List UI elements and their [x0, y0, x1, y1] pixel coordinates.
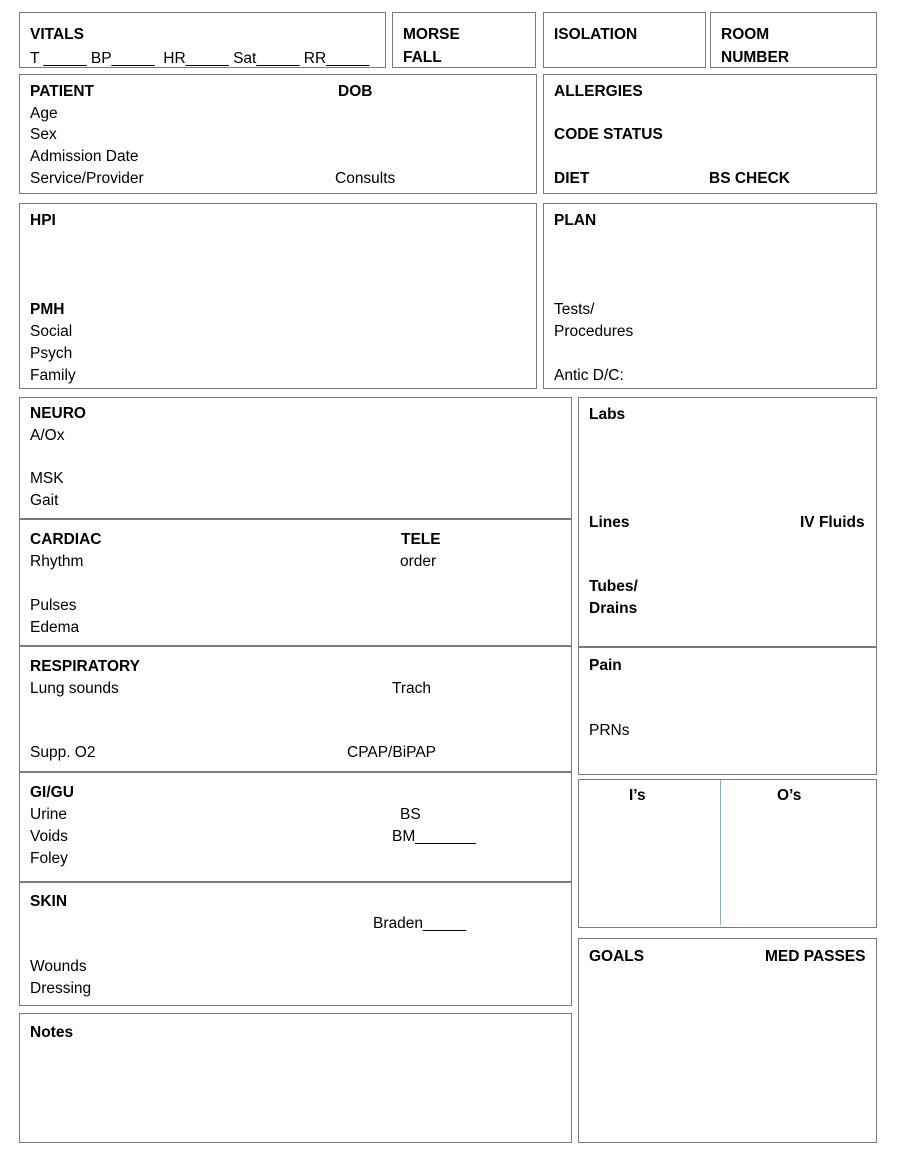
respiratory-trach-label: Trach — [392, 680, 432, 697]
bs-check-label: BS CHECK — [709, 170, 790, 187]
respiratory-cpap-bipap-label: CPAP/BiPAP — [347, 744, 437, 761]
skin-heading: SKIN — [30, 893, 68, 910]
morse-fall-line2: FALL — [403, 49, 442, 66]
code-status-label: CODE STATUS — [554, 126, 663, 143]
neuro-aox-label: A/Ox — [30, 427, 65, 444]
respiratory-supp-o2-label: Supp. O2 — [30, 744, 96, 761]
isolation-box[interactable] — [543, 12, 706, 68]
morse-fall-line1: MORSE — [403, 26, 460, 43]
hpi-heading: HPI — [30, 212, 56, 229]
diet-label: DIET — [554, 170, 590, 187]
neuro-box[interactable] — [19, 397, 572, 519]
isolation-heading: ISOLATION — [554, 26, 638, 43]
labs-lines-label: Lines — [589, 514, 630, 531]
cardiac-heading: CARDIAC — [30, 531, 102, 548]
vitals-heading: VITALS — [30, 26, 84, 43]
allergies-box[interactable] — [543, 74, 877, 194]
cardiac-pulses-label: Pulses — [30, 597, 77, 614]
pmh-family-label: Family — [30, 367, 76, 384]
cardiac-edema-label: Edema — [30, 619, 80, 636]
pmh-heading: PMH — [30, 301, 65, 318]
hpi-box[interactable] — [19, 203, 537, 389]
morse-fall-box[interactable] — [392, 12, 536, 68]
patient-admission-date-label: Admission Date — [30, 148, 139, 165]
pain-prns-label: PRNs — [589, 722, 630, 739]
patient-dob-label: DOB — [338, 83, 373, 100]
skin-wounds-label: Wounds — [30, 958, 87, 975]
cardiac-tele-order-label: order — [400, 553, 437, 570]
pmh-social-label: Social — [30, 323, 73, 340]
plan-tests-label: Tests/ — [554, 301, 595, 318]
notes-heading: Notes — [30, 1024, 74, 1041]
plan-heading: PLAN — [554, 212, 597, 229]
neuro-gait-label: Gait — [30, 492, 59, 509]
gi-gu-box[interactable] — [19, 772, 572, 882]
pain-box[interactable] — [578, 647, 877, 775]
neuro-heading: NEURO — [30, 405, 86, 422]
patient-age-label: Age — [30, 105, 58, 122]
gi-gu-bs-label: BS — [400, 806, 421, 823]
respiratory-box[interactable] — [19, 646, 572, 772]
patient-sex-label: Sex — [30, 126, 57, 143]
respiratory-lung-sounds-label: Lung sounds — [30, 680, 119, 697]
gi-gu-foley-label: Foley — [30, 850, 68, 867]
cardiac-box[interactable] — [19, 519, 572, 646]
labs-heading: Labs — [589, 406, 626, 423]
gi-gu-voids-label: Voids — [30, 828, 68, 845]
gi-gu-bm-label[interactable]: BM_______ — [392, 828, 476, 845]
labs-iv-fluids-label: IV Fluids — [800, 514, 865, 531]
room-number-line1: ROOM — [721, 26, 770, 43]
plan-antic-dc-label: Antic D/C: — [554, 367, 624, 384]
med-passes-label: MED PASSES — [765, 948, 866, 965]
pain-heading: Pain — [589, 657, 622, 674]
plan-box[interactable] — [543, 203, 877, 389]
patient-heading: PATIENT — [30, 83, 95, 100]
labs-box[interactable] — [578, 397, 877, 647]
cardiac-tele-label: TELE — [401, 531, 441, 548]
neuro-msk-label: MSK — [30, 470, 64, 487]
goals-box[interactable] — [578, 938, 877, 1143]
vitals-fields-line[interactable]: T _____ BP_____ HR_____ Sat_____ RR_____ — [30, 50, 370, 67]
patient-service-provider-label: Service/Provider — [30, 170, 144, 187]
labs-tubes-label: Tubes/ — [589, 578, 638, 595]
room-number-line2: NUMBER — [721, 49, 790, 66]
goals-heading: GOALS — [589, 948, 645, 965]
respiratory-heading: RESPIRATORY — [30, 658, 140, 675]
pmh-psych-label: Psych — [30, 345, 73, 362]
cardiac-rhythm-label: Rhythm — [30, 553, 84, 570]
intake-output-box[interactable] — [578, 779, 877, 928]
intake-label: I’s — [629, 787, 646, 804]
room-number-box[interactable] — [710, 12, 877, 68]
output-label: O’s — [777, 787, 802, 804]
vitals-box[interactable] — [19, 12, 386, 68]
skin-dressing-label: Dressing — [30, 980, 92, 997]
skin-box[interactable] — [19, 882, 572, 1006]
plan-procedures-label: Procedures — [554, 323, 634, 340]
patient-box[interactable] — [19, 74, 537, 194]
labs-drains-label: Drains — [589, 600, 638, 617]
patient-consults-label: Consults — [335, 170, 396, 187]
notes-box[interactable] — [19, 1013, 572, 1143]
intake-output-divider — [720, 780, 721, 925]
skin-braden-label[interactable]: Braden_____ — [373, 915, 467, 932]
allergies-heading: ALLERGIES — [554, 83, 643, 100]
gi-gu-urine-label: Urine — [30, 806, 68, 823]
gi-gu-heading: GI/GU — [30, 784, 74, 801]
